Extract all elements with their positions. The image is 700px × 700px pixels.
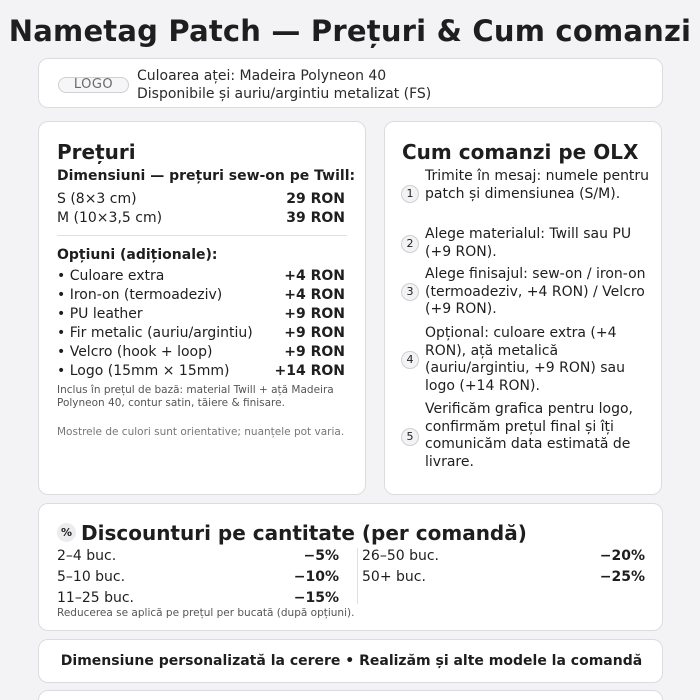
option-price: +4 RON: [284, 287, 345, 303]
step-text: Verificăm grafica pentru logo, confirmăm prețul final și îți comunicăm data estimată de livrare.: [425, 401, 633, 470]
step-number: 4: [401, 351, 419, 369]
order-title: Cum comanzi pe OLX: [402, 140, 639, 164]
option-label: • PU leather: [57, 306, 143, 322]
logo-placeholder: LOGO: [58, 77, 129, 93]
option-row: [57, 343, 345, 362]
discount-value: −5%: [303, 548, 339, 564]
discount-qty: 50+ buc.: [362, 569, 426, 585]
option-row: [57, 286, 345, 305]
size-label: M (10×3,5 cm): [57, 210, 163, 226]
discount-note: Reducerea se aplică pe prețul per bucată (după opțiuni).: [57, 607, 355, 619]
discount-qty: 2–4 buc.: [57, 548, 117, 564]
step-number: 2: [401, 235, 419, 253]
dimensions-heading: Dimensiuni — prețuri sew-on pe Twill:: [57, 168, 356, 184]
option-label: • Iron-on (termoadeziv): [57, 287, 223, 303]
footer-card: [38, 639, 663, 683]
divider: [57, 235, 347, 236]
footer-text: Dimensiune personalizată la cerere • Realizăm și alte modele la comandă: [60, 653, 643, 669]
thread-info: [137, 67, 431, 103]
step-number: 3: [401, 283, 419, 301]
page-title: Nametag Patch — Prețuri & Cum comanzi: [8, 14, 692, 48]
option-price: +14 RON: [274, 363, 345, 379]
discount-row: [362, 568, 645, 587]
order-card: [384, 121, 662, 495]
discount-qty: 5–10 buc.: [57, 569, 126, 585]
option-price: +9 RON: [284, 344, 345, 360]
column-divider: [357, 548, 358, 604]
option-row: [57, 362, 345, 381]
step-text: Opțional: culoare extra (+4 RON), ață metalică (auriu/argintiu, +9 RON) sau logo (+14 RON).: [425, 325, 626, 394]
option-row: [57, 267, 345, 286]
discount-row: [362, 547, 645, 566]
size-label: S (8×3 cm): [57, 191, 137, 207]
option-label: • Culoare extra: [57, 268, 165, 284]
thread-info-card: [38, 58, 663, 108]
options-heading: Opțiuni (adiționale):: [57, 247, 218, 263]
size-price: 39 RON: [286, 210, 345, 226]
option-row: [57, 305, 345, 324]
thread-color-line: Culoarea aței: Madeira Polyneon 40: [137, 68, 387, 84]
discount-value: −10%: [293, 569, 339, 585]
size-row: [57, 190, 345, 209]
size-row: [57, 209, 345, 228]
option-label: • Fir metalic (auriu/argintiu): [57, 325, 253, 341]
step-number: 5: [401, 428, 419, 446]
discount-qty: 26–50 buc.: [362, 548, 439, 564]
option-price: +9 RON: [284, 325, 345, 341]
included-note: Inclus în prețul de bază: material Twill + ață Madeira Polyneon 40, contur satin, tăiere & finisare.: [57, 384, 334, 409]
thread-metallic-line: Disponibile și auriu/argintiu metalizat (FS): [137, 86, 432, 102]
bottom-card: [38, 690, 663, 700]
discount-value: −25%: [599, 569, 645, 585]
discount-qty: 11–25 buc.: [57, 590, 134, 606]
discount-row: [57, 547, 339, 566]
step-number: 1: [401, 185, 419, 203]
percent-icon: %: [57, 523, 76, 542]
discount-value: −15%: [293, 590, 339, 606]
discount-row: [57, 568, 339, 587]
prices-card: [38, 121, 366, 495]
discount-value: −20%: [599, 548, 645, 564]
step-text: Trimite în mesaj: numele pentru patch și dimensiunea (S/M).: [425, 168, 650, 202]
discounts-title: Discounturi pe cantitate (per comandă): [81, 521, 527, 545]
discount-row: [57, 589, 339, 608]
colors-note: Mostrele de culori sunt orientative; nuanțele pot varia.: [57, 426, 345, 438]
prices-title: Prețuri: [57, 140, 136, 164]
step-text: Alege materialul: Twill sau PU (+9 RON).: [425, 226, 632, 260]
option-price: +4 RON: [284, 268, 345, 284]
size-price: 29 RON: [286, 191, 345, 207]
option-label: • Logo (15mm × 15mm): [57, 363, 230, 379]
discounts-card: [38, 503, 663, 631]
option-price: +9 RON: [284, 306, 345, 322]
option-row: [57, 324, 345, 343]
step-text: Alege finisajul: sew-on / iron-on (termoadeziv, +4 RON) / Velcro (+9 RON).: [425, 266, 646, 317]
option-label: • Velcro (hook + loop): [57, 344, 213, 360]
